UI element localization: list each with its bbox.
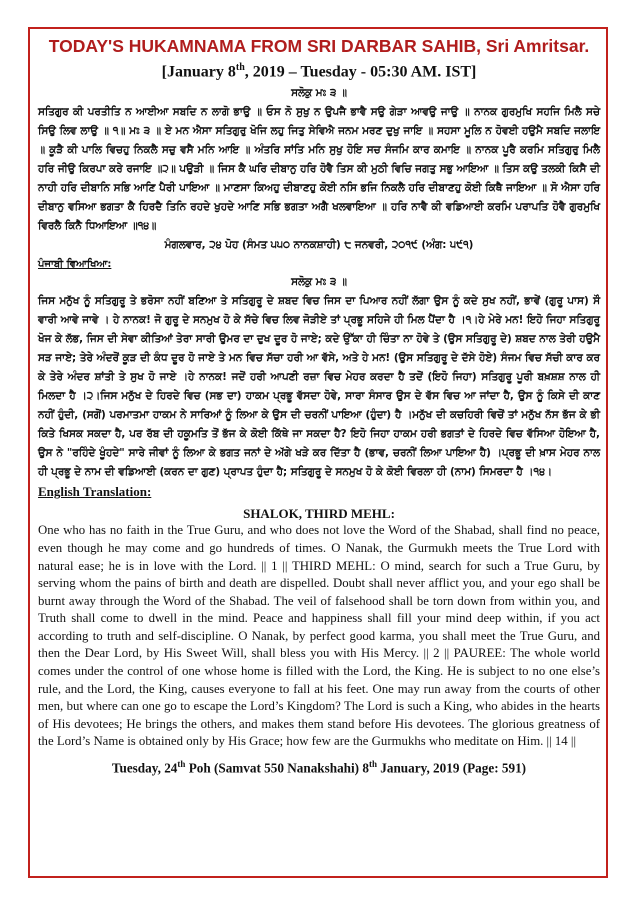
gurbani-text: ਸਤਿਗੁਰ ਕੀ ਪਰਤੀਤਿ ਨ ਆਈਆ ਸਬਦਿ ਨ ਲਾਗੋ ਭਾਉ ॥ ਓਸ ਨੋ ਸੁਖੁ ਨ ਉਪਜੈ ਭਾਵੈ ਸਉ ਗੇੜਾ ਆਵਉ ਜਾਉ ॥ ਨਾਨਕ ਗੁਰਮੁਖਿ ਸਹਜਿ ਮਿਲੈ ਸਚੇ ਸਿਉ ਲਿਵ ਲਾਉ ॥ ੧॥ ਮਃ ੩ ॥ ਏ ਮਨ ਐਸਾ ਸਤਿਗੁਰੁ ਖੋਜਿ ਲਹੁ ਜਿਤੁ ਸੇਵਿਐ ਜਨਮ ਮਰਣ ਦੁਖੁ ਜਾਇ ॥ ਸਹਸਾ ਮੂਲਿ ਨ ਹੋਵਈ ਹਉਮੈ ਸਬਦਿ ਜਲਾਇ ॥ ਕੂੜੈ ਕੀ ਪਾਲਿ ਵਿਚਹੁ ਨਿਕਲੈ ਸਚੁ ਵਸੈ ਮਨਿ ਆਇ ॥ ਅੰਤਰਿ ਸਾਂਤਿ ਮਨਿ ਸੁਖੁ ਹੋਇ ਸਚ ਸੰਜਮਿ ਕਾਰ ਕਮਾਇ ॥ ਨਾਨਕ ਪੂਰੈ ਕਰਮਿ ਸਤਿਗੁਰੁ ਮਿਲੈ ਹਰਿ ਜੀਉ ਕਿਰਪਾ ਕਰੇ ਰਜਾਇ ॥੨॥ ਪਉੜੀ ॥ ਜਿਸ ਕੈ ਘਰਿ ਦੀਬਾਨੁ ਹਰਿ ਹੋਵੈ ਤਿਸ ਕੀ ਮੁਠੀ ਵਿਚਿ ਜਗਤੁ ਸਭੁ ਆਇਆ ॥ ਤਿਸ ਕਉ ਤਲਕੀ ਕਿਸੈ ਦੀ ਨਾਹੀ ਹਰਿ ਦੀਬਾਨਿ ਸਭਿ ਆਣਿ ਪੈਰੀ ਪਾਇਆ ॥ ਮਾਣਸਾ ਕਿਅਹੁ ਦੀਬਾਣਹੁ ਕੋਈ ਨਸਿ ਭਜਿ ਨਿਕਲੈ ਹਰਿ ਦੀਬਾਣਹੁ ਕੋਈ ਕਿਥੈ ਜਾਇਆ ॥ ਸੋ ਐਸਾ ਹਰਿ ਦੀਬਾਨੁ ਵਸਿਆ ਭਗਤਾ ਕੈ ਹਿਰਦੈ ਤਿਨਿ ਰਹਦੇ ਖੁਹਦੇ ਆਣਿ ਸਭਿ ਭਗਤਾ ਅਗੈ ਖਲਵਾਇਆ ॥ ਹਰਿ ਨਾਵੈ ਕੀ ਵਡਿਆਈ ਕਰਮਿ ਪਰਾਪਤਿ ਹੋਵੈ ਗੁਰਮੁਖਿ ਵਿਰਲੈ ਕਿਨੈ ਧਿਆਇਆ ॥੧੪॥ (38, 106, 600, 233)
footer-sup-1: th (177, 759, 186, 770)
footer-part-2: Poh (Samvat 550 Nanakshahi) 8 (185, 760, 369, 776)
punjabi-explanation-text: ਜਿਸ ਮਨੁੱਖ ਨੂੰ ਸਤਿਗੁਰੂ ਤੇ ਭਰੋਸਾ ਨਹੀਂ ਬਣਿਆ ਤੇ ਸਤਿਗੁਰੂ ਦੇ ਸ਼ਬਦ ਵਿਚ ਜਿਸ ਦਾ ਪਿਆਰ ਨਹੀਂ ਲੱਗਾ ਉਸ ਨੂੰ ਕਦੇ ਸੁਖ ਨਹੀਂ, ਭਾਵੇਂ (ਗੁਰੂ ਪਾਸ) ਸੌ ਵਾਰੀ ਆਵੇ ਜਾਵੇ । ਹੇ ਨਾਨਕ! ਜੋ ਗੁਰੂ ਦੇ ਸਨਮੁਖ ਹੋ ਕੇ ਸੱਚੇ ਵਿਚ ਲਿਵ ਜੋੜੀਏ ਤਾਂ ਪ੍ਰਭੂ ਸਹਿਜੇ ਹੀ ਮਿਲ ਪੈਂਦਾ ਹੈ ।੧।ਹੇ ਮੇਰੇ ਮਨ! ਇਹੋ ਜਿਹਾ ਸਤਿਗੁਰੂ ਖੋਜ ਕੇ ਲੱਭ, ਜਿਸ ਦੀ ਸੇਵਾ ਕੀਤਿਆਂ ਤੇਰਾ ਸਾਰੀ ਉਮਰ ਦਾ ਦੁਖ ਦੂਰ ਹੋ ਜਾਏ; ਕਦੇ ਉੱਕਾ ਹੀ ਚਿੰਤਾ ਨਾ ਹੋਵੇ ਤੇ (ਉਸ ਸਤਿਗੁਰੂ ਦੇ) ਸ਼ਬਦ ਨਾਲ ਤੇਰੀ ਹਉਮੈ ਸੜ ਜਾਏ; ਤੇਰੇ ਅੰਦਰੋਂ ਕੂੜ ਦੀ ਕੰਧ ਦੂਰ ਹੋ ਜਾਏ ਤੇ ਮਨ ਵਿਚ ਸੱਚਾ ਹਰੀ ਆ ਵੱਸੇ, ਅਤੇ ਹੇ ਮਨ! (ਉਸ ਸਤਿਗੁਰੂ ਦੇ ਦੱਸੇ ਹੋਏ) ਸੰਜਮ ਵਿਚ ਸੱਚੀ ਕਾਰ ਕਰ ਕੇ ਤੇਰੇ ਅੰਦਰ ਸ਼ਾਂਤੀ ਤੇ ਸੁਖ ਹੋ ਜਾਏ ।ਹੇ ਨਾਨਕ! ਜਦੋਂ ਹਰੀ ਆਪਣੀ ਰਜ਼ਾ ਵਿਚ ਮੇਹਰ ਕਰਦਾ ਹੈ ਤਦੋਂ (ਇਹੋ ਜਿਹਾ) ਸਤਿਗੁਰੂ ਪੂਰੀ ਬਖ਼ਸ਼ਸ਼ ਨਾਲ ਹੀ ਮਿਲਦਾ ਹੈ ।੨।ਜਿਸ ਮਨੁੱਖ ਦੇ ਹਿਰਦੇ ਵਿਚ (ਸਭ ਦਾ) ਹਾਕਮ ਪ੍ਰਭੂ ਵੱਸਦਾ ਹੋਵੇ, ਸਾਰਾ ਸੰਸਾਰ ਉਸ ਦੇ ਵੱਸ ਵਿਚ ਆ ਜਾਂਦਾ ਹੈ, ਉਸ ਨੂੰ ਕਿਸੇ ਦੀ ਕਾਣ ਨਹੀਂ ਹੁੰਦੀ, (ਸਗੋਂ) ਪਰਮਾਤਮਾ ਹਾਕਮ ਨੇ ਸਾਰਿਆਂ ਨੂੰ ਲਿਆ ਕੇ ਉਸ ਦੀ ਚਰਨੀਂ ਪਾਇਆ (ਹੁੰਦਾ) ਹੈ ।ਮਨੁੱਖ ਦੀ ਕਚਹਿਰੀ ਵਿਚੋਂ ਤਾਂ ਮਨੁੱਖ ਨੱਸ ਭੱਜ ਕੇ ਭੀ ਕਿਤੇ ਖਿਸਕ ਸਕਦਾ ਹੈ, ਪਰ ਰੱਬ ਦੀ ਹਕੂਮਤਿ ਤੋਂ ਭੱਜ ਕੇ ਕੋਈ ਕਿੱਥੇ ਜਾ ਸਕਦਾ ਹੈ? ਇਹੋ ਜਿਹਾ ਹਾਕਮ ਹਰੀ ਭਗਤਾਂ ਦੇ ਹਿਰਦੇ ਵਿਚ ਵੱਸਿਆ ਹੋਇਆ ਹੈ, ਉਸ ਨੇ "ਰਹਿੰਦੇ ਖੂੰਹਦੇ" ਸਾਰੇ ਜੀਵਾਂ ਨੂੰ ਲਿਆ ਕੇ ਭਗਤ ਜਨਾਂ ਦੇ ਅੱਗੇ ਖੜੇ ਕਰ ਦਿੱਤਾ ਹੈ (ਭਾਵ, ਚਰਨੀਂ ਲਿਆ ਪਾਇਆ ਹੈ) ।ਪ੍ਰਭੂ ਦੀ ਖ਼ਾਸ ਮੇਹਰ ਨਾਲ ਹੀ ਪ੍ਰਭੂ ਦੇ ਨਾਮ ਦੀ ਵਡਿਆਈ (ਕਰਨ ਦਾ ਗੁਣ) ਪ੍ਰਾਪਤ ਹੁੰਦਾ ਹੈ; ਸਤਿਗੁਰੂ ਦੇ ਸਨਮੁਖ ਹੋ ਕੇ ਕੋਈ ਵਿਰਲਾ ਹੀ (ਨਾਮ) ਸਿਮਰਦਾ ਹੈ ।੧੪। (38, 295, 600, 479)
footer-part-3: January, 2019 (Page: 591) (376, 760, 527, 776)
date-time-line (38, 57, 600, 82)
date-suffix: , 2019 – Tuesday - 05:30 AM. IST] (244, 63, 477, 81)
date-prefix: [January 8 (161, 63, 236, 81)
footer-sup-2: th (368, 759, 377, 770)
punjabi-heading: ਸਲੋਕੁ ਮਃ ੩ ॥ (291, 276, 347, 289)
gurbani-date-line: ਮੰਗਲਵਾਰ, ੨੪ ਪੋਹ (ਸੰਮਤ ੫੫੦ ਨਾਨਕਸ਼ਾਹੀ) ੮ ਜਨਵਰੀ, ੨੦੧੯ (ਅੰਗ: ੫੯੧) (164, 239, 474, 252)
date-ordinal: th (235, 62, 245, 73)
page-border (28, 27, 608, 878)
punjabi-explanation-label: ਪੰਜਾਬੀ ਵਿਆਖਿਆ: (38, 259, 112, 271)
english-translation-text: One who has no faith in the True Guru, and who does not love the Word of the Shabad, shall find no peace, even though he may come and go hundreds of times. O Nanak, the Gurmukh meets the True Lord with natural ease; he is in love with the Lord. || 1 || THIRD MEHL: O mind, search for such a True Guru, by serving whom the pains of birth and death are dispelled. Doubt shall never afflict you, and your ego shall be burnt away through the Word of the Shabad. The veil of falsehood shall be torn down from within you, and Truth shall come to dwell in the mind. Peace and happiness shall fill your mind deep within, if you act according to truth and self-discipline. O Nanak, by perfect good karma, you shall meet the True Guru, and then the Dear Lord, by His Sweet Will, shall bless you with His Mercy. || 2 || PAUREE: The whole world comes under the control of one whose home is filled with the Lord, the King. He is subject to no one else’s rule, and the Lord, the King, causes everyone to fall at his feet. One may run away from the courts of other men, but where can one go to escape the Lord’s Kingdom? The Lord is such a King, who abides in the hearts of His devotees; He brings the others, and makes them stand before His devotees. The glorious greatness of the Lord’s Name is obtained only by His Grace; how few are the Gurmukhs who meditate on Him. || 14 || (38, 523, 600, 749)
page-title: TODAY'S HUKAMNAMA FROM SRI DARBAR SAHIB, Sri Amritsar. (48, 36, 590, 56)
english-translation-label: English Translation: (38, 484, 152, 500)
footer-part-1: Tuesday, 24 (111, 760, 178, 776)
hukamnama-document (38, 35, 600, 777)
english-heading: SHALOK, THIRD MEHL: (243, 506, 395, 522)
gurbani-heading: ਸਲੋਕੁ ਮਃ ੩ ॥ (291, 87, 347, 100)
footer-date-line (38, 755, 600, 777)
